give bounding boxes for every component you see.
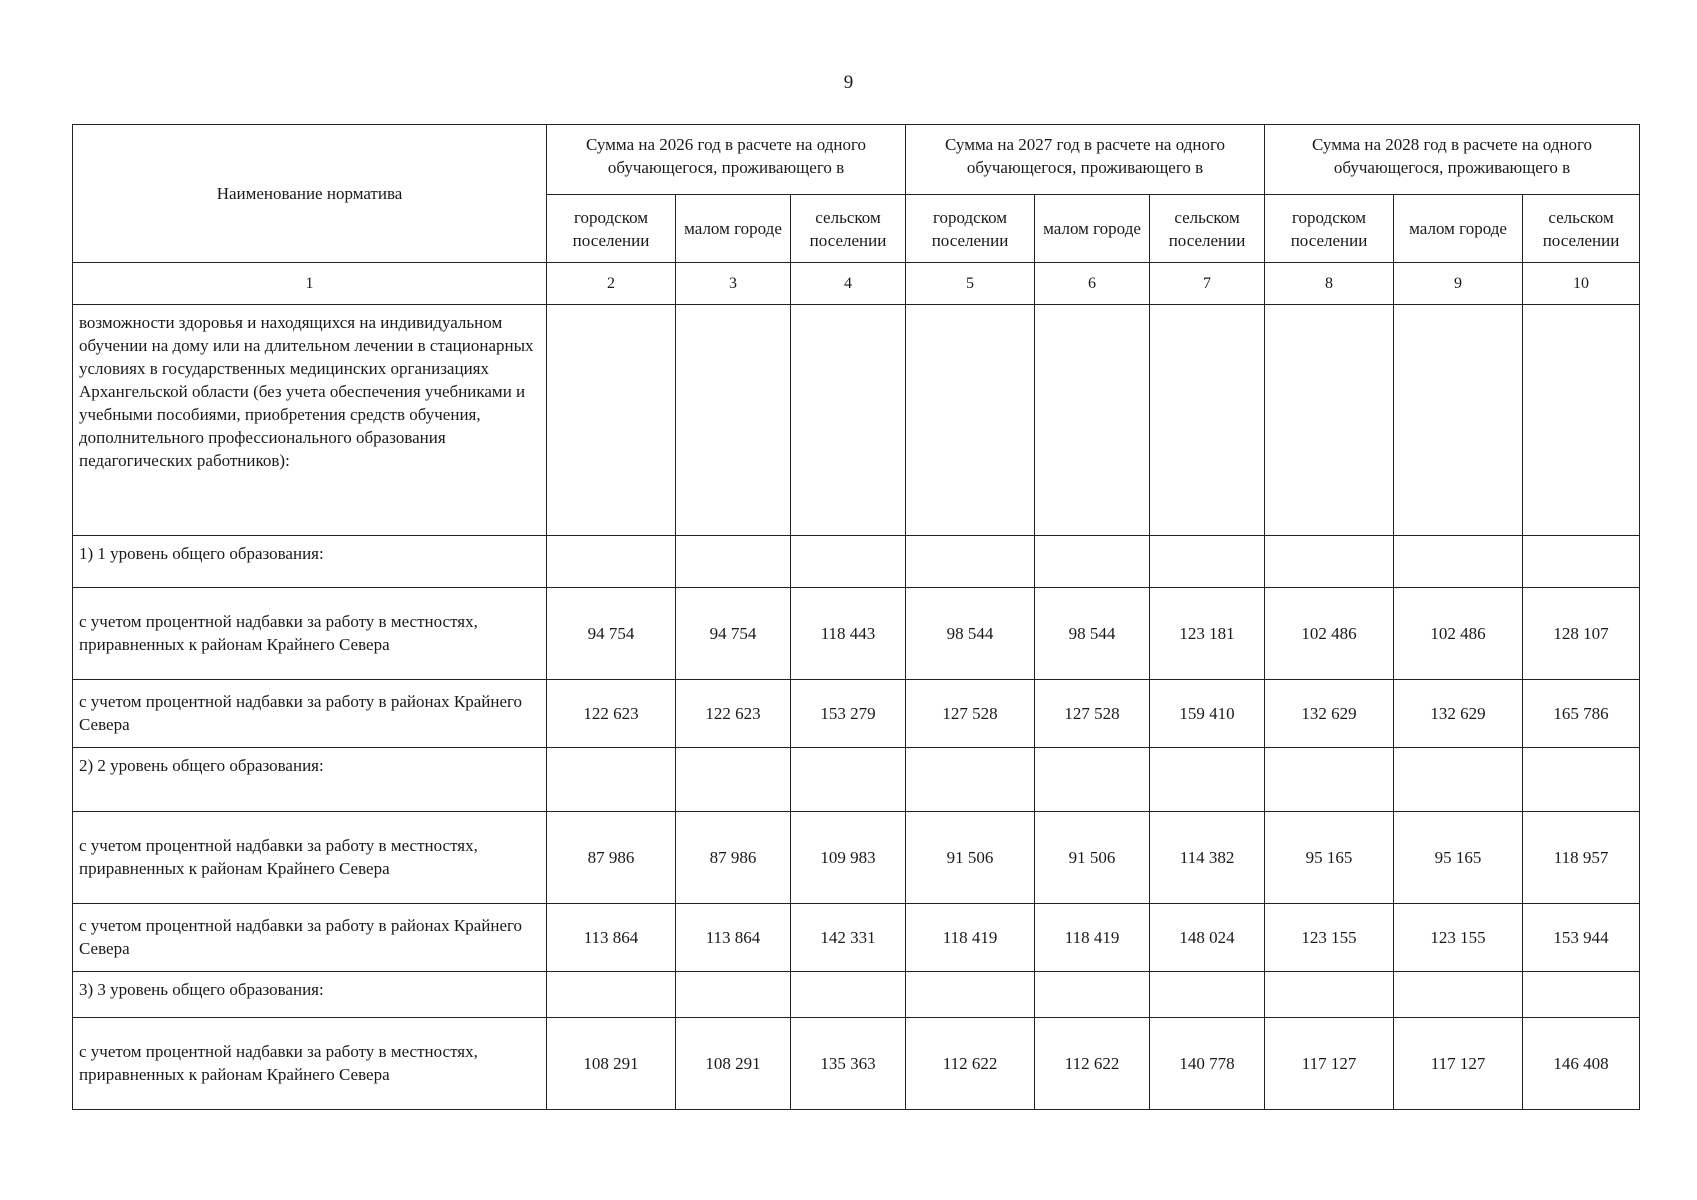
row-value	[1265, 748, 1394, 812]
row-value	[676, 972, 791, 1018]
row-name: с учетом процентной надбавки за работу в районах Крайнего Севера	[73, 680, 547, 748]
row-value: 118 419	[906, 904, 1035, 972]
column-number: 4	[791, 263, 906, 305]
row-value: 102 486	[1265, 588, 1394, 680]
row-value: 108 291	[676, 1018, 791, 1110]
row-value: 95 165	[1394, 812, 1523, 904]
row-value: 159 410	[1150, 680, 1265, 748]
row-value	[547, 748, 676, 812]
column-number: 7	[1150, 263, 1265, 305]
row-value	[1150, 972, 1265, 1018]
row-value: 165 786	[1523, 680, 1640, 748]
row-value	[791, 748, 906, 812]
row-value: 122 623	[547, 680, 676, 748]
row-value: 123 181	[1150, 588, 1265, 680]
row-value: 94 754	[547, 588, 676, 680]
row-value: 98 544	[906, 588, 1035, 680]
table-row	[73, 1018, 1640, 1110]
row-value: 127 528	[906, 680, 1035, 748]
sub-header: малом городе	[676, 195, 791, 263]
table-row	[73, 536, 1640, 588]
table-row	[73, 748, 1640, 812]
row-value	[1150, 536, 1265, 588]
row-value	[906, 536, 1035, 588]
row-value: 87 986	[547, 812, 676, 904]
row-value: 140 778	[1150, 1018, 1265, 1110]
column-number-row	[73, 263, 1640, 305]
row-name: 2) 2 уровень общего образования:	[73, 748, 547, 812]
row-value: 122 623	[676, 680, 791, 748]
normative-table	[72, 124, 1640, 1110]
row-value	[791, 972, 906, 1018]
row-value	[1035, 536, 1150, 588]
row-value: 153 944	[1523, 904, 1640, 972]
table-row	[73, 588, 1640, 680]
row-value: 94 754	[676, 588, 791, 680]
row-value: 123 155	[1265, 904, 1394, 972]
row-value	[547, 972, 676, 1018]
row-value	[1394, 748, 1523, 812]
row-value: 117 127	[1265, 1018, 1394, 1110]
column-number: 8	[1265, 263, 1394, 305]
row-value	[1150, 305, 1265, 536]
row-value: 112 622	[1035, 1018, 1150, 1110]
row-value: 91 506	[1035, 812, 1150, 904]
table-row	[73, 812, 1640, 904]
row-value: 112 622	[906, 1018, 1035, 1110]
row-value: 142 331	[791, 904, 906, 972]
row-value	[1394, 536, 1523, 588]
row-value	[1394, 305, 1523, 536]
row-name: возможности здоровья и находящихся на индивидуальном обучении на дому или на длительном лечении в стационарных условиях в государственных медицинских организациях Архангельской области (без учета обеспечения учебниками и учебными пособиями, приобретения средств обучения, дополнительного профессионального образования педагогических работников):	[73, 305, 547, 536]
row-value	[676, 536, 791, 588]
table-row	[73, 305, 1640, 536]
row-value	[906, 748, 1035, 812]
row-value: 132 629	[1394, 680, 1523, 748]
row-value	[791, 305, 906, 536]
row-name: 3) 3 уровень общего образования:	[73, 972, 547, 1018]
row-value: 102 486	[1394, 588, 1523, 680]
column-number: 2	[547, 263, 676, 305]
sub-header: городском поселении	[1265, 195, 1394, 263]
row-value: 123 155	[1394, 904, 1523, 972]
row-value	[676, 305, 791, 536]
row-value	[1265, 536, 1394, 588]
row-value: 95 165	[1265, 812, 1394, 904]
row-name: с учетом процентной надбавки за работу в местностях, приравненных к районам Крайнего Севера	[73, 1018, 547, 1110]
table-row	[73, 680, 1640, 748]
sub-header: сельском поселении	[791, 195, 906, 263]
row-value: 118 957	[1523, 812, 1640, 904]
sub-header: сельском поселении	[1150, 195, 1265, 263]
row-value: 146 408	[1523, 1018, 1640, 1110]
row-value: 114 382	[1150, 812, 1265, 904]
column-number: 6	[1035, 263, 1150, 305]
row-value	[1035, 748, 1150, 812]
sub-header: городском поселении	[547, 195, 676, 263]
column-number: 10	[1523, 263, 1640, 305]
row-value	[1523, 748, 1640, 812]
row-value	[906, 972, 1035, 1018]
row-value: 128 107	[1523, 588, 1640, 680]
row-value	[1523, 305, 1640, 536]
row-value: 113 864	[547, 904, 676, 972]
year-header-2027: Сумма на 2027 год в расчете на одного обучающегося, проживающего в	[906, 125, 1265, 195]
row-value	[547, 536, 676, 588]
row-value	[547, 305, 676, 536]
row-value	[906, 305, 1035, 536]
row-value: 98 544	[1035, 588, 1150, 680]
row-value	[791, 536, 906, 588]
row-name: с учетом процентной надбавки за работу в местностях, приравненных к районам Крайнего Севера	[73, 812, 547, 904]
row-name: 1) 1 уровень общего образования:	[73, 536, 547, 588]
row-value: 132 629	[1265, 680, 1394, 748]
row-value	[1523, 536, 1640, 588]
row-value: 118 419	[1035, 904, 1150, 972]
table-row	[73, 972, 1640, 1018]
year-header-2026: Сумма на 2026 год в расчете на одного обучающегося, проживающего в	[547, 125, 906, 195]
row-value	[676, 748, 791, 812]
row-value	[1265, 305, 1394, 536]
row-value: 113 864	[676, 904, 791, 972]
row-value: 109 983	[791, 812, 906, 904]
row-value: 148 024	[1150, 904, 1265, 972]
row-value	[1394, 972, 1523, 1018]
page-number: 9	[843, 72, 854, 93]
column-number: 1	[73, 263, 547, 305]
row-name: с учетом процентной надбавки за работу в местностях, приравненных к районам Крайнего Севера	[73, 588, 547, 680]
row-value	[1035, 972, 1150, 1018]
table-row	[73, 904, 1640, 972]
row-value	[1523, 972, 1640, 1018]
row-value	[1035, 305, 1150, 536]
column-number: 9	[1394, 263, 1523, 305]
row-value: 153 279	[791, 680, 906, 748]
row-value	[1265, 972, 1394, 1018]
sub-header: городском поселении	[906, 195, 1035, 263]
year-header-2028: Сумма на 2028 год в расчете на одного обучающегося, проживающего в	[1265, 125, 1640, 195]
row-value: 108 291	[547, 1018, 676, 1110]
sub-header: малом городе	[1394, 195, 1523, 263]
row-value: 135 363	[791, 1018, 906, 1110]
row-value: 87 986	[676, 812, 791, 904]
row-value: 91 506	[906, 812, 1035, 904]
row-value: 117 127	[1394, 1018, 1523, 1110]
row-value: 127 528	[1035, 680, 1150, 748]
header-row-years	[73, 125, 1640, 195]
name-column-header: Наименование норматива	[73, 125, 547, 263]
column-number: 3	[676, 263, 791, 305]
row-name: с учетом процентной надбавки за работу в районах Крайнего Севера	[73, 904, 547, 972]
row-value	[1150, 748, 1265, 812]
sub-header: сельском поселении	[1523, 195, 1640, 263]
row-value: 118 443	[791, 588, 906, 680]
column-number: 5	[906, 263, 1035, 305]
sub-header: малом городе	[1035, 195, 1150, 263]
table-body	[73, 305, 1640, 1110]
